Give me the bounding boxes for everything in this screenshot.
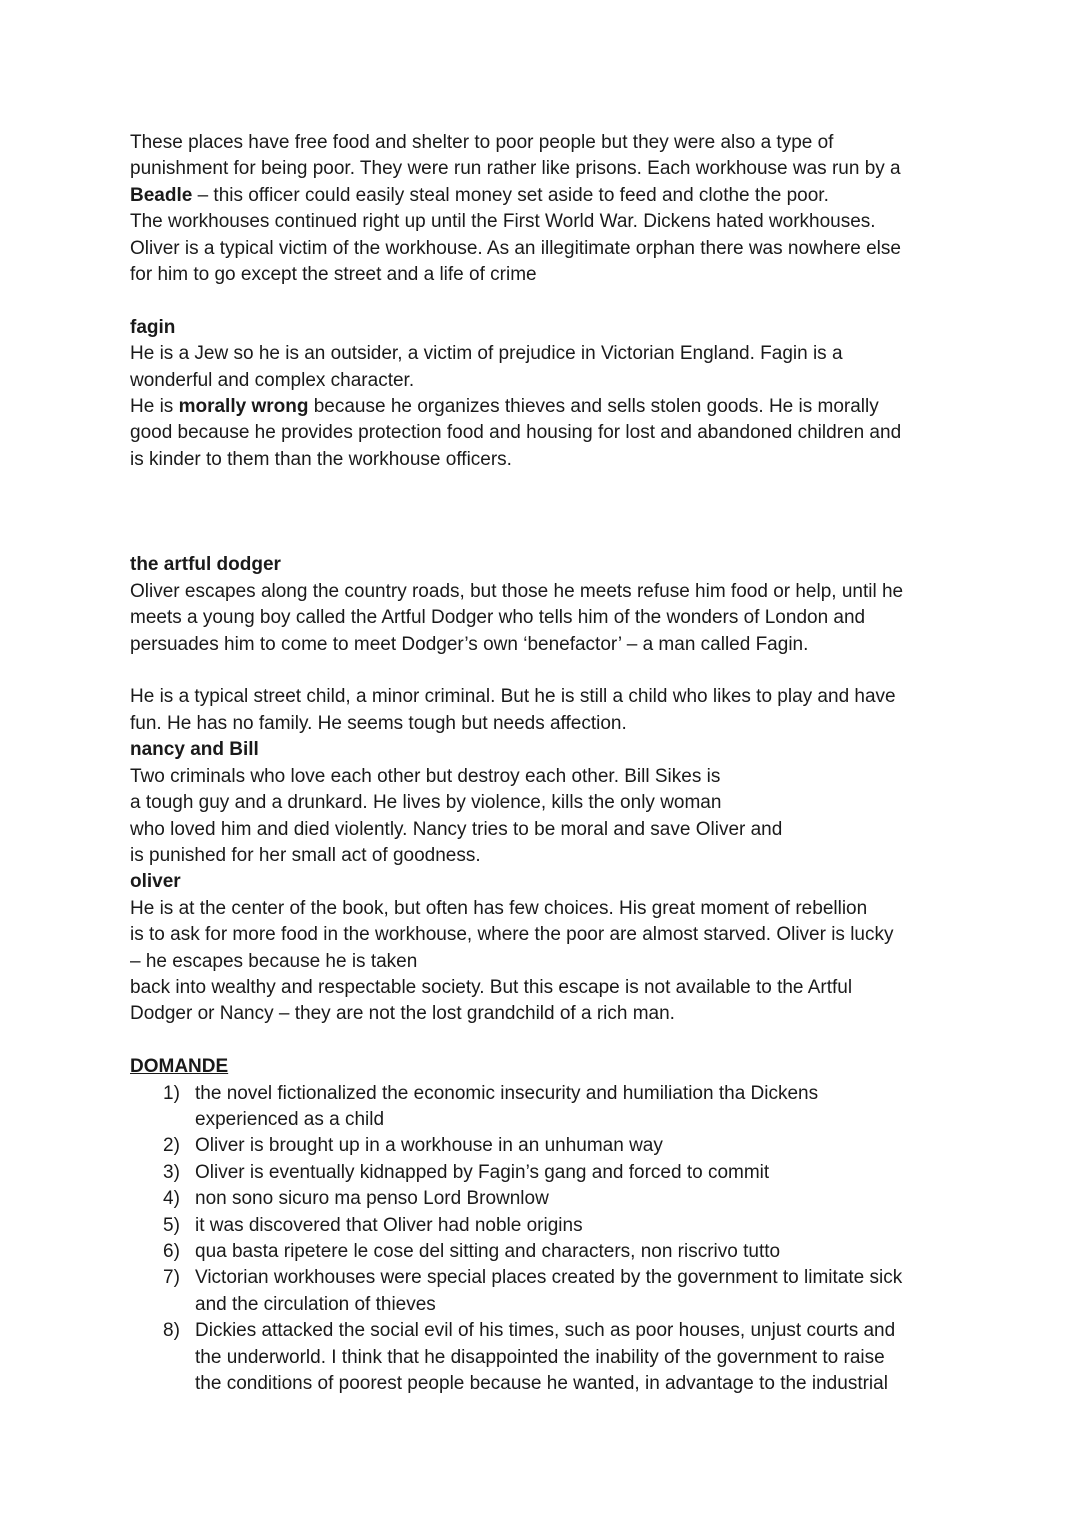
- text-line: The workhouses continued right up until the First World War. Dickens hated workhouses.: [130, 211, 876, 233]
- oliver-section: [130, 869, 950, 1027]
- question-item: [130, 1265, 950, 1318]
- question-number: 8): [163, 1320, 180, 1342]
- text-line: back into wealthy and respectable society. But this escape is not available to the Artful: [130, 976, 853, 998]
- question-item: [130, 1133, 950, 1159]
- question-text-line: Oliver is brought up in a workhouse in an unhuman way: [195, 1135, 663, 1157]
- fagin-heading: fagin: [130, 316, 176, 338]
- text-line: He is a typical street child, a minor criminal. But he is still a child who likes to play and have: [130, 686, 896, 708]
- text-line: is to ask for more food in the workhouse, where the poor are almost starved. Oliver is lucky: [130, 924, 894, 946]
- text-line: for him to go except the street and a life of crime: [130, 264, 537, 286]
- question-text-line: it was discovered that Oliver had noble origins: [195, 1214, 583, 1236]
- spacer: [130, 473, 950, 552]
- question-number: 3): [163, 1161, 180, 1183]
- text-line: Oliver is a typical victim of the workhouse. As an illegitimate orphan there was nowhere else: [130, 237, 901, 259]
- morally-wrong-term: morally wrong: [178, 396, 309, 418]
- question-text-line: non sono sicuro ma penso Lord Brownlow: [195, 1188, 549, 1210]
- question-text-line: Oliver is eventually kidnapped by Fagin’s gang and forced to commit: [195, 1161, 770, 1183]
- text-line: Oliver escapes along the country roads, but those he meets refuse him food or help, until he: [130, 580, 904, 602]
- question-item: [130, 1318, 950, 1397]
- text-line: He is at the center of the book, but often has few choices. His great moment of rebellion: [130, 897, 868, 919]
- spacer: [130, 1028, 950, 1054]
- dodger-heading: the artful dodger: [130, 554, 281, 576]
- question-number: 1): [163, 1082, 180, 1104]
- domande-heading: DOMANDE: [130, 1056, 229, 1078]
- text-line: is kinder to them than the workhouse officers.: [130, 448, 512, 470]
- question-number: 7): [163, 1267, 180, 1289]
- text-fragment: He is: [130, 396, 179, 418]
- question-item: [130, 1239, 950, 1265]
- text-line: Two criminals who love each other but destroy each other. Bill Sikes is: [130, 765, 721, 787]
- text-line: persuades him to come to meet Dodger’s own ‘benefactor’ – a man called Fagin.: [130, 633, 809, 655]
- question-text-line: Victorian workhouses were special places created by the government to limitate sick: [195, 1267, 903, 1289]
- question-text-line: and the circulation of thieves: [195, 1293, 436, 1315]
- text-line: [130, 394, 950, 420]
- question-number: 5): [163, 1214, 180, 1236]
- question-text-line: the underworld. I think that he disappointed the inability of the government to raise: [195, 1346, 885, 1368]
- text-line: Dodger or Nancy – they are not the lost grandchild of a rich man.: [130, 1003, 675, 1025]
- text-line: He is a Jew so he is an outsider, a victim of prejudice in Victorian England. Fagin is a: [130, 343, 843, 365]
- question-number: 6): [163, 1240, 180, 1262]
- text-fragment: because he organizes thieves and sells stolen goods. He is morally: [308, 396, 879, 418]
- question-number: 2): [163, 1135, 180, 1157]
- text-line: meets a young boy called the Artful Dodger who tells him of the wonders of London and: [130, 607, 866, 629]
- question-text-line: Dickies attacked the social evil of his times, such as poor houses, unjust courts and: [195, 1320, 896, 1342]
- text-line: – he escapes because he is taken: [130, 950, 418, 972]
- domande-section: [130, 1054, 950, 1397]
- questions-list: [130, 1081, 950, 1398]
- text-line: These places have free food and shelter to poor people but they were also a type of: [130, 132, 834, 153]
- question-item: [130, 1186, 950, 1212]
- question-item: [130, 1213, 950, 1239]
- nancy-bill-section: [130, 737, 950, 869]
- text-line: a tough guy and a drunkard. He lives by violence, kills the only woman: [130, 792, 722, 814]
- question-text-line: experienced as a child: [195, 1108, 385, 1130]
- text-line: wonderful and complex character.: [130, 369, 415, 391]
- question-item: [130, 1160, 950, 1186]
- text-line: punishment for being poor. They were run rather like prisons. Each workhouse was run by a: [130, 158, 901, 180]
- dodger-description: [130, 684, 950, 737]
- text-line: [130, 183, 950, 209]
- document-page: [130, 130, 950, 1397]
- question-text-line: the conditions of poorest people because he wanted, in advantage to the industrial: [195, 1373, 888, 1395]
- fagin-section: [130, 315, 950, 473]
- oliver-heading: oliver: [130, 871, 181, 893]
- beadle-term: Beadle: [130, 184, 193, 206]
- text-line: is punished for her small act of goodness.: [130, 844, 481, 866]
- text-line: who loved him and died violently. Nancy tries to be moral and save Oliver and: [130, 818, 783, 840]
- question-text-line: qua basta ripetere le cose del sitting and characters, non riscrivo tutto: [195, 1240, 781, 1262]
- nancy-bill-heading: nancy and Bill: [130, 739, 259, 761]
- spacer: [130, 288, 950, 314]
- dodger-section: [130, 552, 950, 658]
- question-item: [130, 1081, 950, 1134]
- question-text-line: the novel fictionalized the economic insecurity and humiliation tha Dickens: [195, 1082, 819, 1104]
- text-line: good because he provides protection food and housing for lost and abandoned children and: [130, 422, 902, 444]
- text-line: fun. He has no family. He seems tough but needs affection.: [130, 712, 627, 734]
- spacer: [130, 658, 950, 684]
- question-number: 4): [163, 1188, 180, 1210]
- workhouse-paragraph: [130, 130, 950, 288]
- text-fragment: – this officer could easily steal money set aside to feed and clothe the poor.: [192, 184, 829, 206]
